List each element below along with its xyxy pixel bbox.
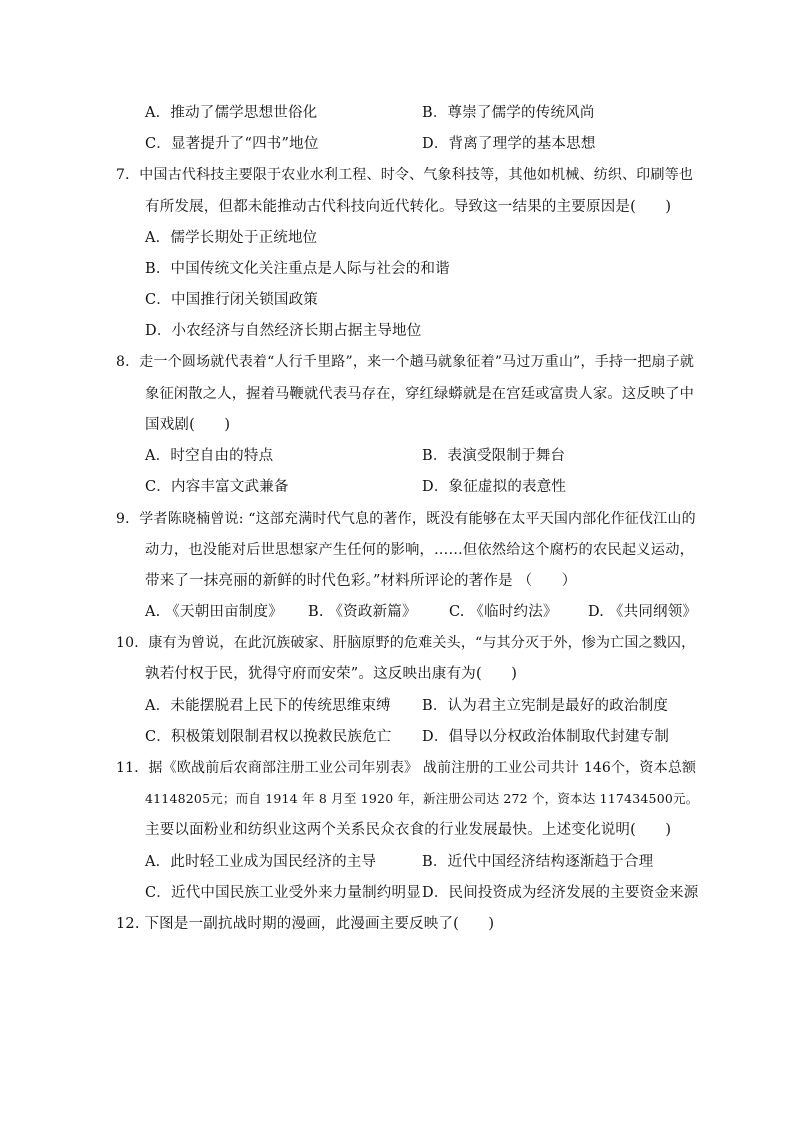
q9-option-b: B. 《资政新篇》 bbox=[308, 604, 417, 620]
q10-stem-line1: 10．康有为曾说，在此沉族破家、肝脑原野的危难关头，“与其分灭于外，惨为亡国之戮囚， bbox=[116, 635, 696, 651]
q8-stem-line3: 国戏剧( ) bbox=[145, 417, 231, 433]
q9-stem-line3: 带来了一抹亮丽的新鲜的时代色彩。”材料所评论的著作是 （ ） bbox=[145, 573, 577, 589]
q8-option-d: D．象征虚拟的表意性 bbox=[422, 479, 567, 495]
q7-stem-line2: 有所发展，但都未能推动古代科技向近代转化。导致这一结果的主要原因是( ) bbox=[145, 199, 672, 215]
q8-option-b: B．表演受限制于舞台 bbox=[422, 448, 566, 464]
q10-option-c: C．积极策划限制君权以挽救民族危亡 bbox=[145, 729, 392, 745]
q8-stem-line2: 象征闲散之人，握着马鞭就代表马存在，穿红绿蟒就是在宫廷或富贵人家。这反映了中 bbox=[145, 386, 695, 402]
q6-option-c: C．显著提升了“四书”地位 bbox=[145, 136, 319, 152]
q9-option-c: C. 《临时约法》 bbox=[449, 604, 558, 620]
q11-option-a: A．此时轻工业成为国民经济的主导 bbox=[145, 854, 377, 870]
q8-option-c: C．内容丰富文武兼备 bbox=[145, 479, 289, 495]
q11-option-b: B．近代中国经济结构逐渐趋于合理 bbox=[422, 854, 654, 870]
q6-option-d: D．背离了理学的基本思想 bbox=[422, 136, 596, 152]
q9-stem-line1: 9．学者陈晓楠曾说: “这部充满时代气息的著作，既没有能够在太平天国内部化作征伐江山的 bbox=[116, 511, 696, 527]
q10-stem-line2: 孰若付权于民，犹得守府而安荣”。这反映出康有为( ) bbox=[145, 666, 518, 682]
q11-stem-line1: 11．据《欧战前后农商部注册工业公司年别表》 战前注册的工业公司共计 146个，资本总额 bbox=[116, 760, 697, 776]
q6-option-a: A．推动了儒学思想世俗化 bbox=[145, 105, 318, 121]
q10-option-d: D．倡导以分权政治体制取代封建专制 bbox=[422, 729, 670, 745]
q11-stem-line2: 41148205元；而自 1914 年 8 月至 1920 年，新注册公司达 272 个，资本达 117434500元。 bbox=[145, 791, 699, 806]
q7-stem-line1: 7．中国古代科技主要限于农业水利工程、时令、气象科技等，其他如机械、纺织、印刷等也 bbox=[116, 167, 694, 183]
q10-option-a: A．未能摆脱君上民下的传统思维束缚 bbox=[145, 698, 391, 714]
q7-option-b: B．中国传统文化关注重点是人际与社会的和谐 bbox=[145, 261, 450, 277]
q6-option-b: B．尊崇了儒学的传统风尚 bbox=[422, 105, 595, 121]
q11-option-c: C．近代中国民族工业受外来力量制约明显 bbox=[145, 885, 421, 901]
q7-option-c: C．中国推行闭关锁国政策 bbox=[145, 292, 318, 308]
q11-stem-line3: 主要以面粉业和纺织业这两个关系民众衣食的行业发展最快。上述变化说明( ) bbox=[145, 822, 672, 838]
q9-stem-line2: 动力，也没能对后世思想家产生任何的影响，……但依然给这个腐朽的农民起义运动， bbox=[145, 542, 695, 558]
q8-stem-line1: 8．走一个圆场就代表着“人行千里路”，来一个趟马就象征着”马过万重山”，手持一把扇子就 bbox=[116, 354, 695, 370]
q8-option-a: A．时空自由的特点 bbox=[145, 448, 274, 464]
q7-option-a: A．儒学长期处于正统地位 bbox=[145, 230, 318, 246]
q9-option-a: A. 《天朝田亩制度》 bbox=[145, 604, 283, 620]
q9-option-d: D. 《共同纲领》 bbox=[588, 604, 698, 620]
q10-option-b: B．认为君主立宪制是最好的政治制度 bbox=[422, 698, 669, 714]
q12-stem-line1: 12. 下图是一副抗战时期的漫画，此漫画主要反映了( ) bbox=[116, 916, 495, 932]
q7-option-d: D．小农经济与自然经济长期占据主导地位 bbox=[145, 323, 422, 339]
q11-option-d: D．民间投资成为经济发展的主要资金来源 bbox=[422, 885, 699, 901]
